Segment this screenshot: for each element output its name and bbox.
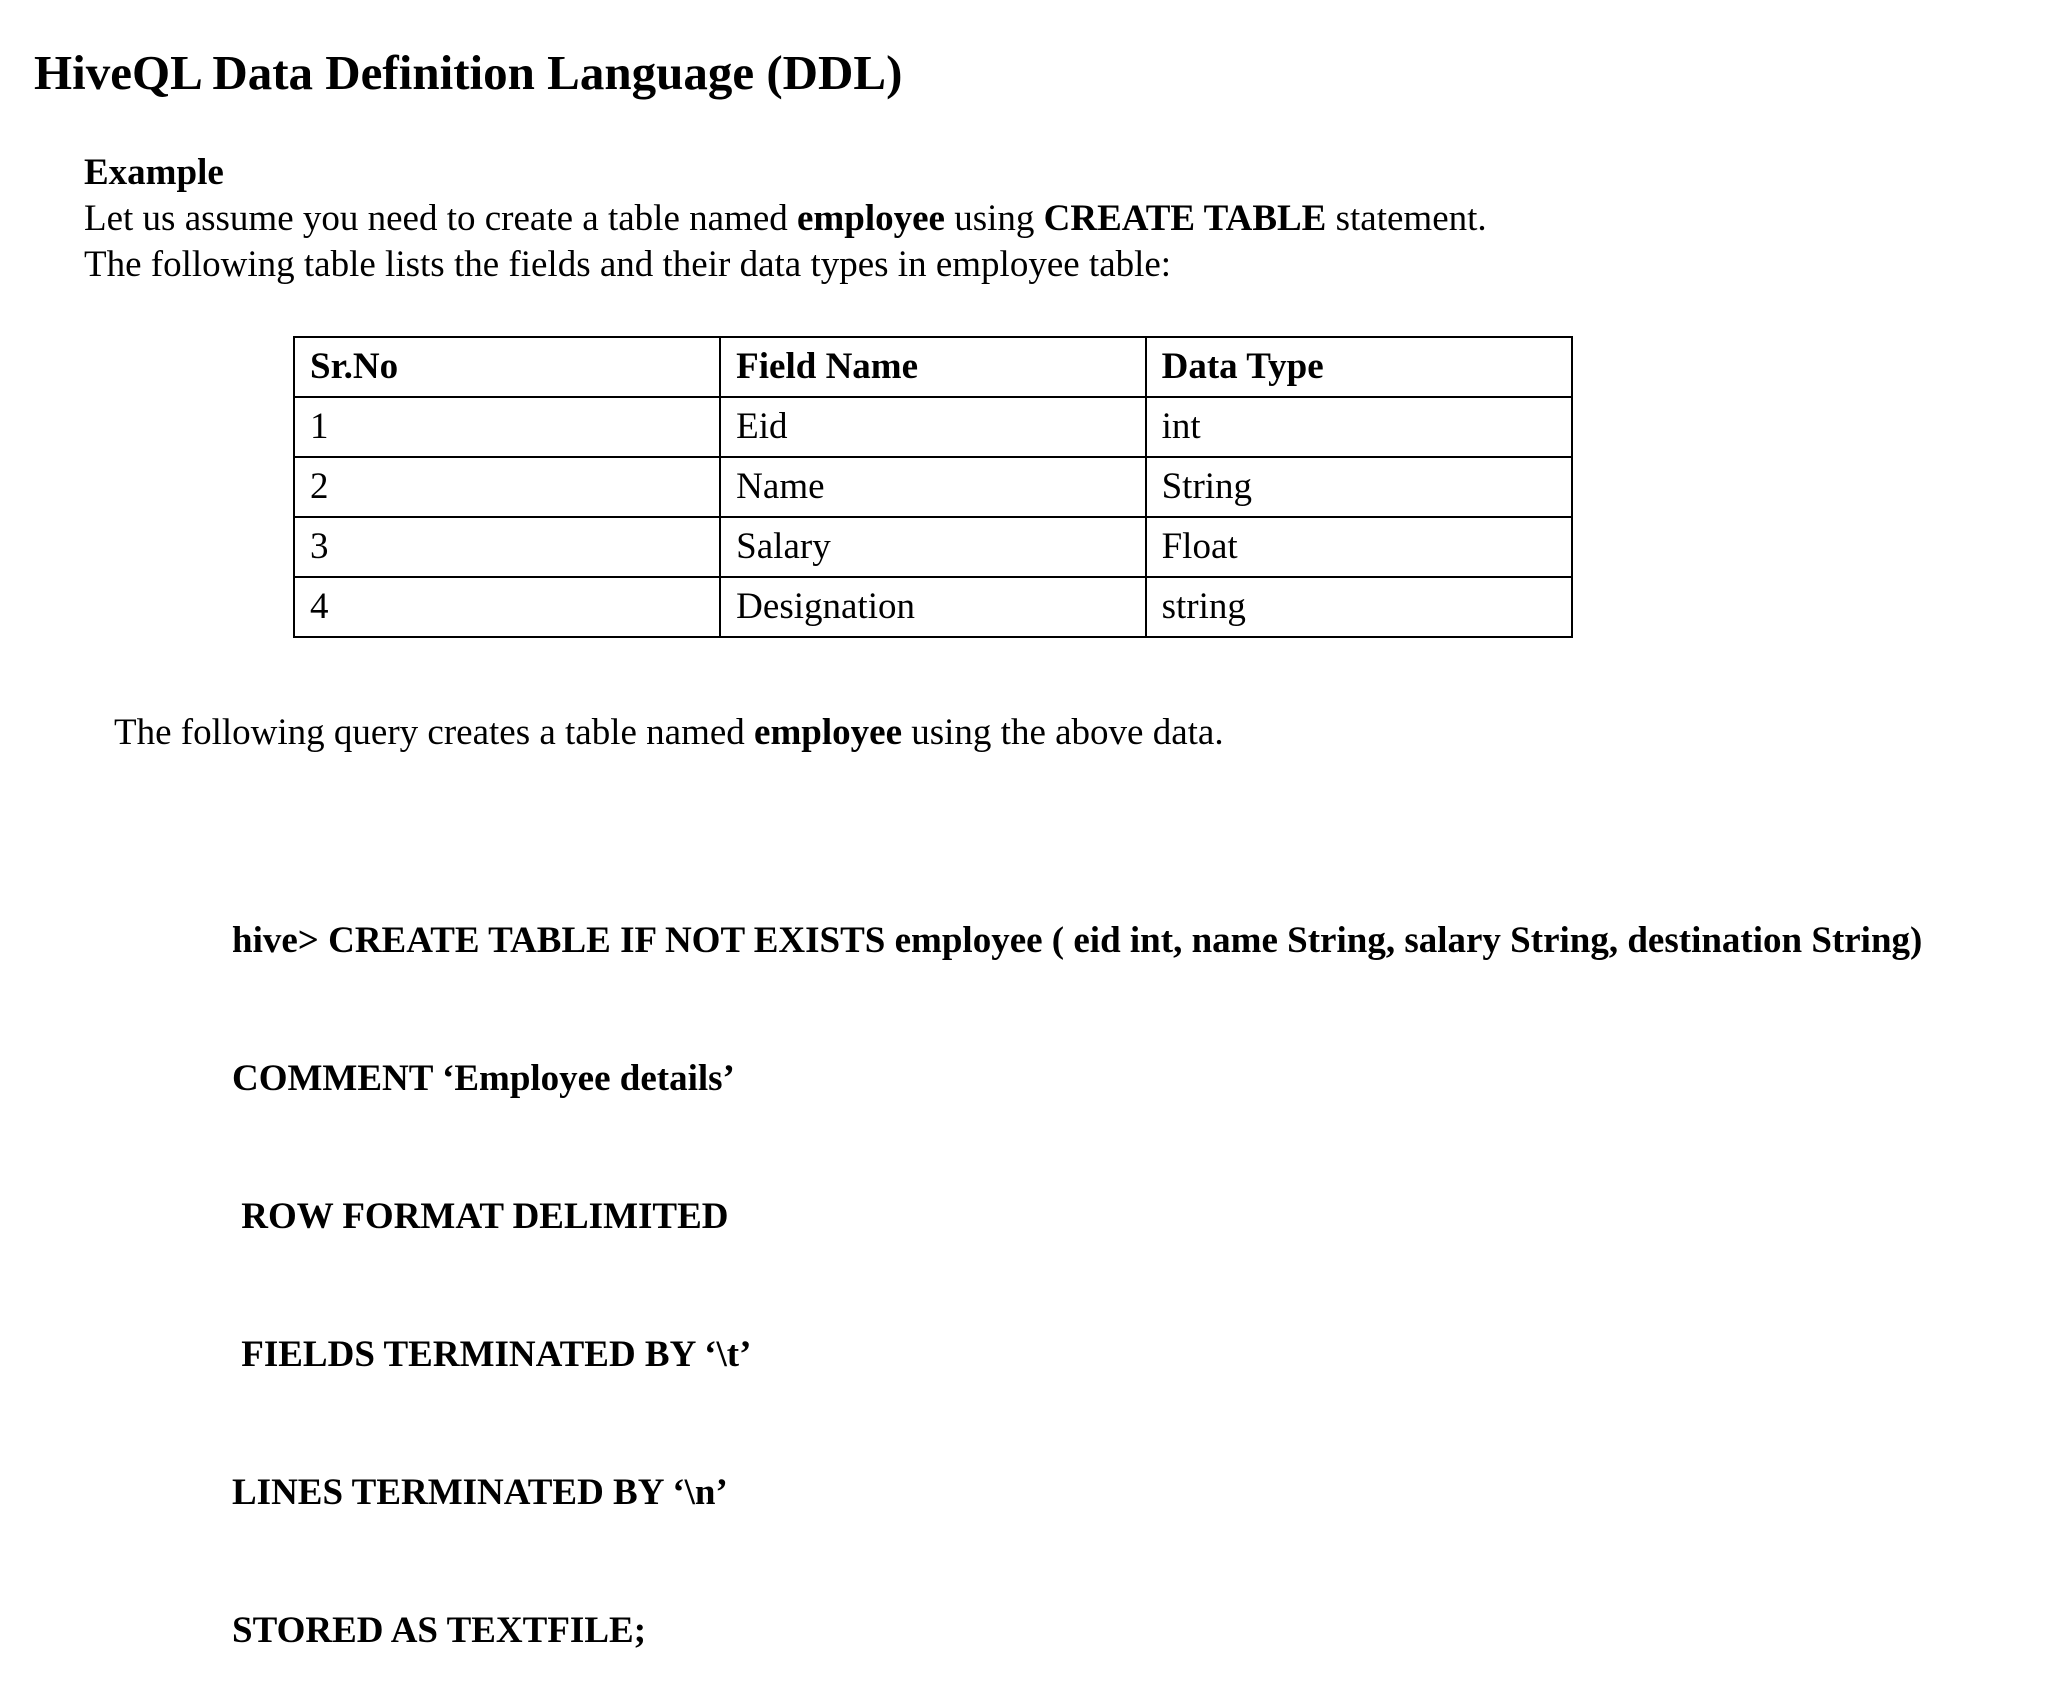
hive-query-code [232, 826, 1922, 1700]
create-table-term: CREATE TABLE [1043, 198, 1327, 239]
example-section [84, 150, 1487, 288]
cell-field-name: Name [720, 457, 1145, 517]
example-line-1-text-a: Let us assume you need to create a table named [84, 198, 797, 239]
cell-field-name: Designation [720, 577, 1145, 637]
employee-term: employee [754, 712, 902, 753]
code-line: COMMENT ‘Employee details’ [232, 1058, 735, 1099]
header-field-name: Field Name [720, 337, 1145, 397]
cell-data-type: String [1146, 457, 1572, 517]
example-line-1-text-c: using [944, 198, 1044, 239]
cell-field-name: Salary [720, 517, 1145, 577]
table-row [294, 457, 1572, 517]
employee-term: employee [797, 198, 945, 239]
query-intro-text-c: using the above data. [902, 712, 1224, 753]
code-line: ROW FORMAT DELIMITED [232, 1196, 729, 1237]
table-header-row [294, 337, 1572, 397]
cell-sr-no: 1 [294, 397, 720, 457]
cell-data-type: int [1146, 397, 1572, 457]
example-heading: Example [84, 152, 224, 193]
page-title: HiveQL Data Definition Language (DDL) [34, 45, 903, 100]
table-row [294, 397, 1572, 457]
header-sr-no: Sr.No [294, 337, 720, 397]
query-intro [114, 710, 1224, 756]
cell-data-type: Float [1146, 517, 1572, 577]
cell-sr-no: 3 [294, 517, 720, 577]
code-line: LINES TERMINATED BY ‘\n’ [232, 1472, 728, 1513]
code-line: FIELDS TERMINATED BY ‘\t’ [232, 1334, 752, 1375]
cell-data-type: string [1146, 577, 1572, 637]
code-line: STORED AS TEXTFILE; [232, 1610, 647, 1651]
table-row [294, 517, 1572, 577]
example-line-1 [84, 196, 1487, 242]
cell-sr-no: 2 [294, 457, 720, 517]
example-line-2: The following table lists the fields and their data types in employee table: [84, 244, 1172, 285]
table-row [294, 577, 1572, 637]
cell-field-name: Eid [720, 397, 1145, 457]
example-line-1-text-e: statement. [1326, 198, 1487, 239]
header-data-type: Data Type [1146, 337, 1572, 397]
fields-table [293, 336, 1573, 638]
code-line: hive> CREATE TABLE IF NOT EXISTS employee ( eid int, name String, salary String, destination String) [232, 920, 1923, 961]
query-intro-text-a: The following query creates a table named [114, 712, 755, 753]
cell-sr-no: 4 [294, 577, 720, 637]
